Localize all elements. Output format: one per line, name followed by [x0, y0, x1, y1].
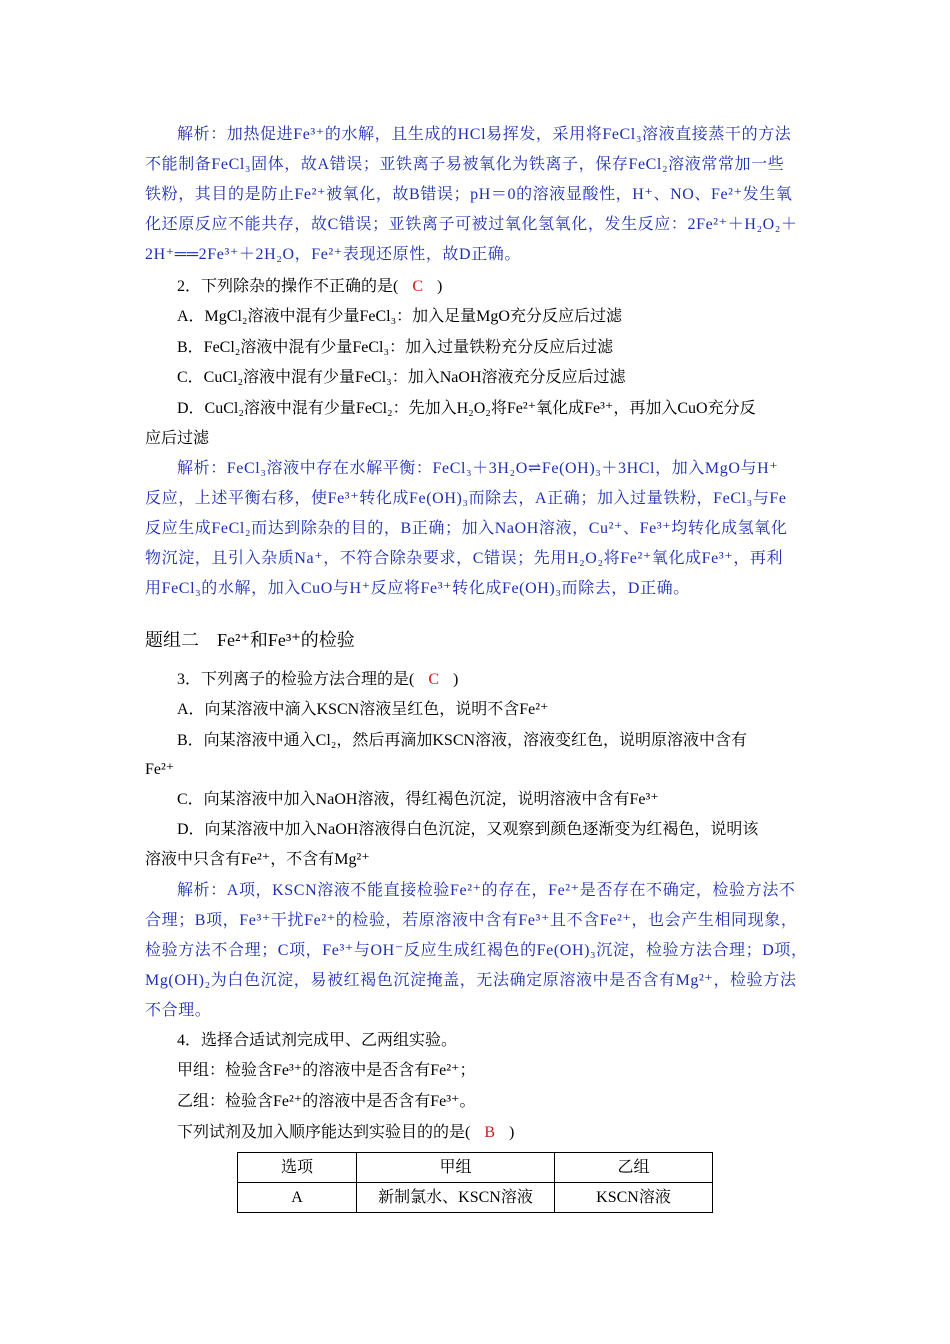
q4-group-a: 甲组：检验含Fe³⁺的溶液中是否含有Fe²⁺； — [177, 1062, 476, 1079]
question-4-stem: 4．选择合适试剂完成甲、乙两组实验。 — [177, 1032, 458, 1049]
q2-explanation-line: 反应生成FeCl₂而达到除杂的目的，B正确；加入NaOH溶液，Cu²⁺、Fe³⁺均转化成氢氧化 — [145, 520, 788, 537]
q1-explanation-line: 铁粉，其目的是防止Fe²⁺被氧化，故B错误；pH＝0的溶液显酸性，H⁺、NO、Fe²⁺发生氧 — [145, 186, 793, 203]
q3-explanation-line: Mg(OH)₂为白色沉淀，易被红褐色沉淀掩盖，无法确定原溶液中是否含有Mg²⁺，检验方法 — [145, 972, 797, 989]
q3-explanation-line: 不合理。 — [145, 1002, 212, 1019]
table-header: 乙组 — [555, 1153, 713, 1183]
table-header-row — [238, 1153, 713, 1183]
q2-option-c: C．CuCl₂溶液中混有少量FeCl₃：加入NaOH溶液充分反应后过滤 — [177, 369, 626, 386]
answer-4: B — [484, 1124, 496, 1141]
q3-option-d-cont: 溶液中只含有Fe²⁺，不含有Mg²⁺ — [145, 851, 370, 868]
question-3-stem: 3．下列离子的检验方法合理的是( C ) — [177, 671, 459, 688]
answer-2: C — [412, 278, 424, 295]
q2-explanation-line: 反应，上述平衡右移，使Fe³⁺转化成Fe(OH)₃而除去，A正确；加入过量铁粉，FeCl₃与Fe — [145, 490, 787, 507]
table-header: 选项 — [238, 1153, 357, 1183]
table-cell: 新制氯水、KSCN溶液 — [357, 1183, 555, 1213]
q2-option-b: B．FeCl₂溶液中混有少量FeCl₃：加入过量铁粉充分反应后过滤 — [177, 339, 614, 356]
q3-explanation-line: 解析：A项，KSCN溶液不能直接检验Fe²⁺的存在，Fe²⁺是否存在不确定，检验方法不 — [177, 882, 796, 899]
q3-explanation-line: 合理；B项，Fe³⁺干扰Fe²⁺的检验，若原溶液中含有Fe³⁺且不含Fe²⁺，也会产生相同现象， — [145, 912, 798, 929]
q2-explanation-line: 物沉淀，且引入杂质Na⁺，不符合除杂要求，C错误；先用H₂O₂将Fe²⁺氧化成Fe³⁺，再利 — [145, 550, 784, 567]
q3-option-a: A．向某溶液中滴入KSCN溶液呈红色，说明不含Fe²⁺ — [177, 701, 549, 718]
table-row — [238, 1183, 713, 1213]
q4-group-b: 乙组：检验含Fe²⁺的溶液中是否含有Fe³⁺。 — [177, 1093, 476, 1110]
question-4-ask: 下列试剂及加入顺序能达到实验目的的是( B ) — [177, 1124, 515, 1141]
q2-option-d-cont: 应后过滤 — [145, 430, 210, 447]
q2-explanation-line: 解析：FeCl₃溶液中存在水解平衡：FeCl₃＋3H₂O⇌Fe(OH)₃＋3HCl，加入MgO与H⁺ — [177, 460, 779, 477]
section-title: 题组二 Fe²⁺和Fe³⁺的检验 — [145, 630, 355, 650]
q2-option-a: A．MgCl₂溶液中混有少量FeCl₃：加入足量MgO充分反应后过滤 — [177, 308, 622, 325]
q1-explanation-line: 2H⁺══2Fe³⁺＋2H₂O，Fe²⁺表现还原性，故D正确。 — [145, 246, 521, 263]
q1-explanation-line: 不能制备FeCl₃固体，故A错误；亚铁离子易被氧化为铁离子，保存FeCl₂溶液常常加一些 — [145, 156, 785, 173]
q3-option-c: C．向某溶液中加入NaOH溶液，得红褐色沉淀，说明溶液中含有Fe³⁺ — [177, 791, 659, 808]
options-table — [237, 1152, 713, 1213]
q1-explanation-line: 解析：加热促进Fe³⁺的水解，且生成的HCl易挥发，采用将FeCl₃溶液直接蒸干的方法 — [177, 126, 792, 143]
q1-explanation-line: 化还原反应不能共存，故C错误；亚铁离子可被过氧化氢氧化，发生反应：2Fe²⁺＋H₂O₂＋ — [145, 216, 798, 233]
q2-option-d: D．CuCl₂溶液中混有少量FeCl₂：先加入H₂O₂将Fe²⁺氧化成Fe³⁺，再加入CuO充分反 — [177, 400, 756, 417]
table-cell: KSCN溶液 — [555, 1183, 713, 1213]
q3-explanation-line: 检验方法不合理；C项，Fe³⁺与OH⁻反应生成红褐色的Fe(OH)₃沉淀，检验方法合理；D项， — [145, 942, 808, 959]
table-header: 甲组 — [357, 1153, 555, 1183]
q2-explanation-line: 用FeCl₃的水解，加入CuO与H⁺反应将Fe³⁺转化成Fe(OH)₃而除去，D正确。 — [145, 580, 690, 597]
q3-option-b: B．向某溶液中通入Cl₂，然后再滴加KSCN溶液，溶液变红色，说明原溶液中含有 — [177, 732, 748, 749]
table-cell: A — [238, 1183, 357, 1213]
q3-option-b-cont: Fe²⁺ — [145, 761, 175, 778]
question-2-stem: 2．下列除杂的操作不正确的是( C ) — [177, 278, 443, 295]
answer-3: C — [428, 671, 440, 688]
q3-option-d: D．向某溶液中加入NaOH溶液得白色沉淀，又观察到颜色逐渐变为红褐色，说明该 — [177, 821, 759, 838]
